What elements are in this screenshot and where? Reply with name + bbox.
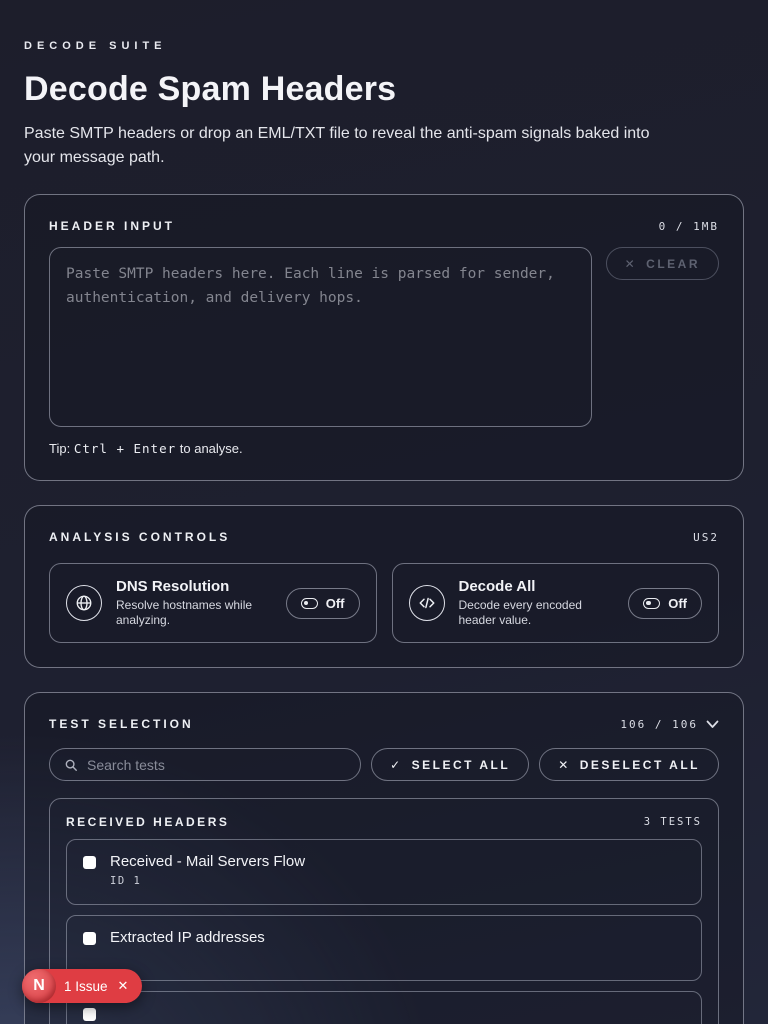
- dns-resolution-tile: [49, 563, 377, 643]
- search-icon: [64, 758, 78, 772]
- tip-line: Tip: Ctrl + Enter to analyse.: [49, 441, 243, 456]
- app-eyebrow: DECODE SUITE: [24, 40, 167, 52]
- page-description: Paste SMTP headers or drop an EML/TXT file to reveal the anti-spam signals baked into your message path.: [24, 125, 650, 166]
- group-test-count: 3 TESTS: [643, 816, 702, 828]
- test-item-extracted-ip-addresses[interactable]: [66, 915, 702, 981]
- toggle-description: Decode every encoded header value.: [458, 598, 582, 627]
- decode-all-tile: [392, 563, 720, 643]
- page-title: Decode Spam Headers: [24, 70, 397, 108]
- checkbox[interactable]: [83, 1008, 96, 1021]
- dns-resolution-toggle[interactable]: Off: [286, 588, 360, 619]
- group-label: RECEIVED HEADERS: [66, 815, 230, 829]
- close-icon: ✕: [558, 757, 571, 772]
- search-tests-box[interactable]: [49, 748, 361, 781]
- close-icon: ✕: [624, 256, 638, 271]
- clear-button[interactable]: ✕ CLEAR: [606, 247, 719, 280]
- toggle-title: DNS Resolution: [116, 578, 230, 595]
- checkbox[interactable]: [83, 856, 96, 869]
- header-input-card: [24, 194, 744, 481]
- chevron-down-icon[interactable]: [706, 720, 719, 729]
- close-icon[interactable]: ✕: [117, 978, 129, 993]
- decode-all-toggle[interactable]: Off: [628, 588, 702, 619]
- select-all-button[interactable]: ✓ SELECT ALL: [371, 748, 529, 781]
- code-icon: [409, 585, 445, 621]
- framework-logo-icon: N: [22, 969, 56, 1003]
- test-item-title: Received - Mail Servers Flow: [110, 853, 306, 870]
- toggle-title: Decode All: [458, 578, 536, 595]
- deselect-all-button[interactable]: ✕ DESELECT ALL: [539, 748, 719, 781]
- issue-count-label: 1 Issue: [64, 978, 108, 994]
- received-headers-group: [49, 798, 719, 1024]
- checkbox[interactable]: [83, 932, 96, 945]
- globe-icon: [66, 585, 102, 621]
- search-tests-input[interactable]: [87, 757, 346, 773]
- test-item-title: Extracted IP addresses: [110, 929, 265, 946]
- issues-badge[interactable]: [22, 969, 142, 1003]
- keyboard-shortcut: Ctrl + Enter: [73, 441, 177, 456]
- check-icon: ✓: [390, 757, 403, 772]
- analysis-controls-label: ANALYSIS CONTROLS: [49, 530, 231, 544]
- toggle-off-icon: [643, 598, 660, 609]
- test-selection-label: TEST SELECTION: [49, 717, 194, 731]
- header-input-label: HEADER INPUT: [49, 219, 176, 233]
- test-counter: 106 / 106: [620, 717, 698, 731]
- analysis-controls-card: [24, 505, 744, 668]
- region-badge: US2: [693, 530, 719, 544]
- toggle-off-icon: [301, 598, 318, 609]
- toggle-description: Resolve hostnames while analyzing.: [116, 598, 253, 627]
- headers-textarea[interactable]: [49, 247, 592, 427]
- size-counter: 0 / 1MB: [658, 219, 719, 233]
- test-item-id: ID 1: [110, 875, 142, 887]
- test-item[interactable]: [66, 991, 702, 1024]
- test-item-received-mail-servers-flow[interactable]: [66, 839, 702, 905]
